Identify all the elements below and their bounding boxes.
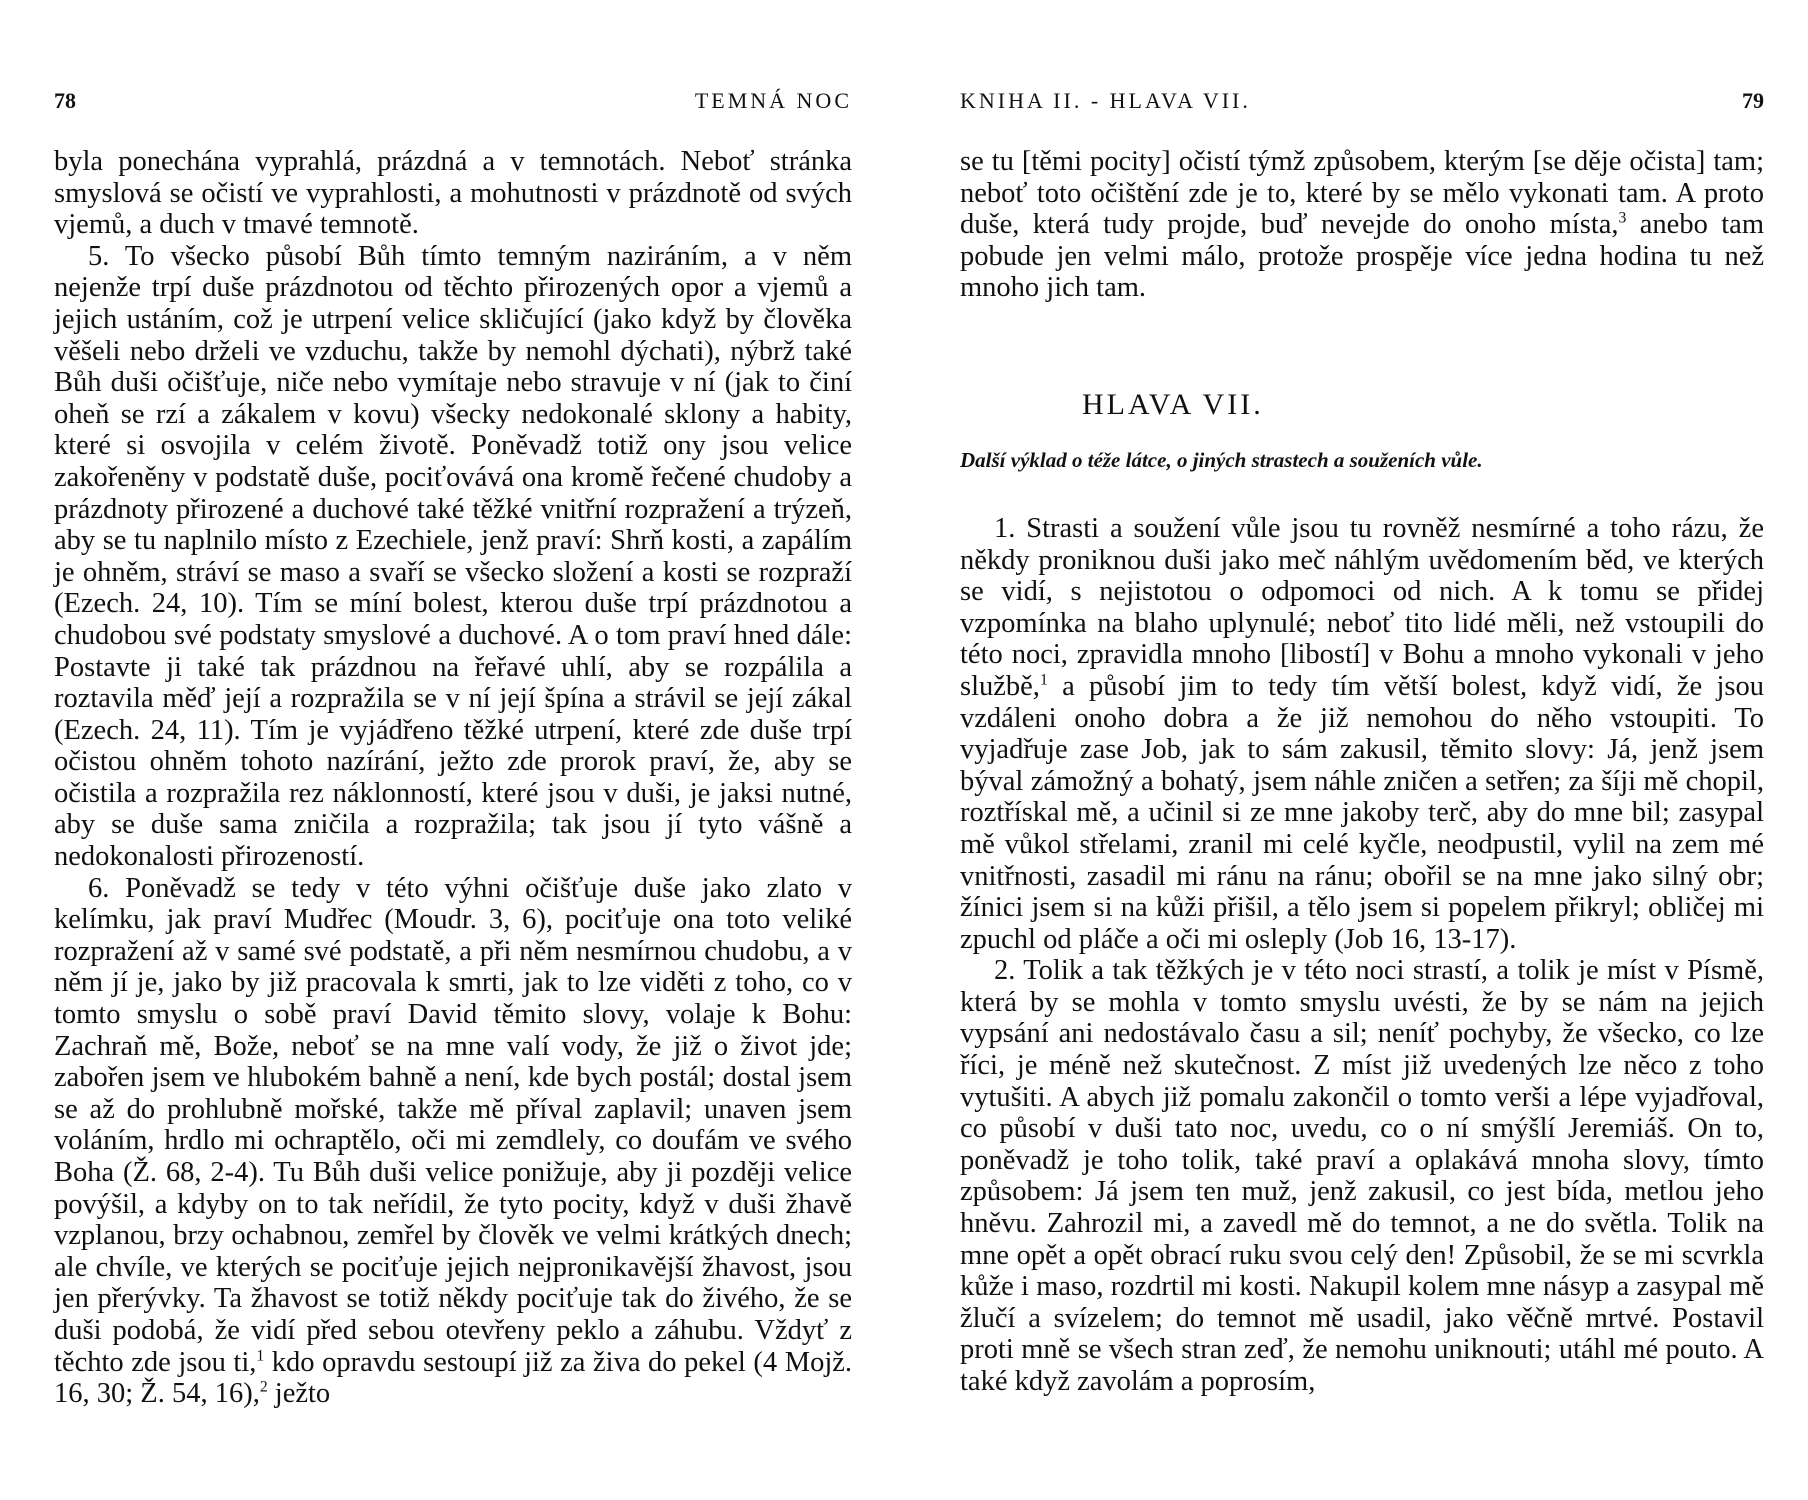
running-head-right: KNIHA II. - HLAVA VII. <box>960 88 1251 113</box>
paragraph-text: 2. Tolik a tak těžkých je v této noci strastí, a tolik je míst v Písmě, která by se mohla v tomto smyslu uvésti, že by se nám na jejich vypsání ani nedostávalo času a sil; neníť pochyby, že všecko, co lze říci, je méně než skutečnost. Z míst již uvedených lze něco z toho vytušiti. A abych již pomalu zakončil o tomto verši a lépe vyjadřoval, co působí v duši tato noc, uvedu, co o ní smýšlí Jeremiáš. On to, poněvadž je toho tolik, také praví a oplakává mnoha slovy, tímto způsobem: Já jsem ten muž, jenž zakusil, co jest bída, metlou jeho hněvu. Zahrozil mi, a zavedl mě do temnot, a ne do světla. Tolik na mne opět a opět obrací ruku svou celý den! Způsobil, že se mi scvrkla kůže i maso, rozdrtil mi kosti. Nakupil kolem mne násyp a zasypal mě žlučí a svízelem; do temnot mě usadil, jako věčně mrtvé. Postavil proti mně se všech stran zeď, že nemohu uniknouti; utáhl mé pouto. A také když zavolám a poprosím, <box>960 955 1764 1397</box>
right-page-body <box>960 146 1764 1398</box>
page-number-right: 79 <box>1742 88 1764 113</box>
paragraph-text: anebo tam pobude jen velmi málo, protože prospěje více jedna hodina tu než mnoho jich tam. <box>960 209 1764 304</box>
paragraph-text: ježto <box>267 1378 331 1410</box>
page-number-left: 78 <box>54 88 76 113</box>
paragraph-1 <box>960 513 1764 955</box>
paragraph-2 <box>960 955 1764 1397</box>
left-page-body <box>54 146 852 1410</box>
footnote-marker: 1 <box>1039 671 1048 689</box>
paragraph-continuation <box>960 146 1764 304</box>
chapter-subtitle: Další výklad o téže látce, o jiných strastech a souženích vůle. <box>960 447 1483 472</box>
left-page-header <box>54 88 852 128</box>
paragraph-text: 6. Poněvadž se tedy v této výhni očišťuje duše jako zlato v kelímku, jak praví Mudřec (Moudr. 3, 6), pociťuje ona toto veliké rozpražení až v samé své podstatě, a při něm nesmírnou chudobu, a v něm jí je, jako by již pracovala k smrti, jak to lze viděti z toho, co v tomto smyslu o sobě praví David těmito slovy, volaje k Bohu: Zachraň mě, Bože, neboť se na mne valí vody, že již o život jde; zabořen jsem ve hlubokém bahně a není, kde bych postál; dostal jsem se až do prohlubně mořské, takže mě příval zaplavil; unaven jsem voláním, hrdlo mi ochraptělo, oči mi zemdlely, co doufám ve svého Boha (Ž. 68, 2-4). Tu Bůh duši velice ponižuje, aby ji později velice povýšil, a kdyby on to tak neřídil, že tyto pocity, když v duši žhavě vzplanou, brzy ochabnou, zemřel by člověk ve velmi krátkých dnech; ale chvíle, ve kterých se pociťuje jejich nejpronikavější žhavost, jsou jen přerývky. Ta žhavost se totiž někdy pociťuje tak do živého, že se duši podobá, že vidí před sebou otevřeny peklo a záhubu. Vždyť z těchto zde jsou ti, <box>54 872 852 1378</box>
footnote-marker: 3 <box>1618 209 1627 227</box>
running-head-left: TEMNÁ NOC <box>694 88 852 113</box>
right-page <box>960 88 1764 1398</box>
paragraph-text: 1. Strasti a soužení vůle jsou tu rovněž nesmírné a toho rázu, že někdy proniknou duši jako meč náhlým uvědomením běd, ve kterých se vidí, s nejistotou o odpomoci od nich. A k tomu se přidej vzpomínka na blaho uplynulé; neboť tito lidé měli, než vstoupili do této noci, zpravidla mnoho [libostí] v Bohu a mnoho vykonali v jeho službě, <box>960 512 1764 702</box>
chapter-title: HLAVA VII. <box>1082 387 1264 421</box>
paragraph-continuation <box>54 146 852 241</box>
right-page-header <box>960 88 1764 128</box>
paragraph-6 <box>54 873 852 1410</box>
footnote-marker: 2 <box>259 1378 268 1396</box>
left-page <box>54 88 852 1410</box>
spacer <box>960 473 1764 513</box>
paragraph-text: 5. To všecko působí Bůh tímto temným naziráním, a v něm nejenže trpí duše prázdnotou od těchto přirozených opor a vjemů a jejich ustáním, což je utrpení velice skličující (jako když by člověka věšeli nebo drželi ve vzduchu, takže by nemohl dýchati), nýbrž také Bůh duši očišťuje, niče nebo vymítaje nebo stravuje v ní (jak to činí oheň se rzí a zákalem v kovu) všecky nedokonalé sklony a habity, které si osvojila v celém životě. Poněvadž totiž ony jsou velice zakořeněny v podstatě duše, pociťovává ona kromě řečené chudoby a prázdnoty přirozené a duchové také těžké vnitřní rozpražení a trýzeň, aby se tu naplnilo místo z Ezechiele, jenž praví: Shrň kosti, a zapálím je ohněm, stráví se maso a svaří se všecko složení a kosti se rozpraží (Ezech. 24, 10). Tím se míní bolest, kterou duše trpí prázdnotou a chudobou své podstaty smyslové a duchové. A o tom praví hned dále: Postavte ji také tak prázdnou na řeřavé uhlí, aby se rozpálila a roztavila měď její a rozpražila se v ní její špína a strávil se její zákal (Ezech. 24, 11). Tím je vyjádřeno těžké utrpení, které zde duše trpí očistou ohněm tohoto nazírání, ježto zde prorok praví, že, aby se očistila a rozpražila rez náklonností, které jsou v duši, je jaksi nutné, aby se duše sama zničila a rozpražila; tak jsou jí tyto vášně a nedokonalosti přirozeností. <box>54 240 852 873</box>
paragraph-5 <box>54 241 852 873</box>
paragraph-text: byla ponechána vyprahlá, prázdná a v temnotách. Neboť stránka smyslová se očistí ve vyprahlosti, a mohutnosti v prázdnotě od svých vjemů, a duch v tmavé temnotě. <box>54 146 852 241</box>
paragraph-text: se tu [těmi pocity] očistí týmž způsobem, kterým [se děje očista] tam; neboť toto očištění zde je to, které by se mělo vykonati tam. A proto duše, která tudy projde, buď nevejde do onoho místa, <box>960 146 1764 241</box>
paragraph-text: a působí jim to tedy tím větší bolest, když vidí, že jsou vzdáleni onoho dobra a že již nemohou do něho vstoupiti. To vyjadřuje zase Job, jak to sám zakusil, těmito slovy: Já, jenž jsem býval zámožný a bohatý, jsem náhle zničen a setřen; za šíji mě chopil, roztřískal mě, a učinil si ze mne jakoby terč, aby do mne bil; zasypal mě vůkol střelami, zranil mi celé kyčle, neodpustil, vylil na zem mé vnitřnosti, zasadil mi ránu na ránu; obořil se na mne jako silný obr; žínici jsem si na kůži přišil, a tělo jsem si popelem přikryl; obličej mi zpuchl od pláče a oči mi osleply (Job 16, 13-17). <box>960 670 1764 955</box>
footnote-marker: 1 <box>256 1347 265 1365</box>
paragraph-text: kdo opravdu sestoupí již za živa do pekel (4 Mojž. 16, 30; Ž. 54, 16), <box>54 1346 853 1410</box>
